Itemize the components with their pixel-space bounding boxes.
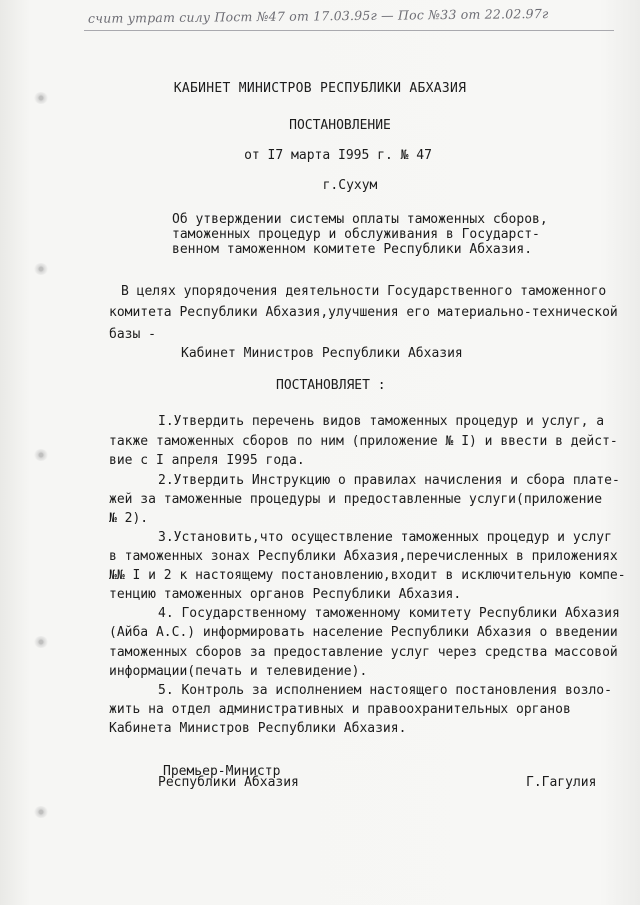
organization-title: КАБИНЕТ МИНИСТРОВ РЕСПУБЛИКИ АБХАЗИЯ xyxy=(173,81,467,96)
city: г.Сухум xyxy=(322,178,378,193)
item-5-line-1: 5. Контроль за исполнением настоящего постановления возло- xyxy=(158,683,612,698)
subject-line-3: венном таможенном комитете Республики Абхазия. xyxy=(172,242,533,257)
item-3-line-4: тенцию таможенных органов Республики Абхазия. xyxy=(109,587,462,602)
item-5-line-3: Кабинета Министров Республики Абхазия. xyxy=(109,721,407,736)
item-1-line-1: I.Утвердить перечень видов таможенных процедур и услуг, а xyxy=(158,414,605,429)
item-1-line-2: также таможенных сборов по ним (приложение № I) и ввести в дейст- xyxy=(109,434,618,449)
note-underline xyxy=(84,30,614,31)
item-4-line-3: таможенных сборов за предоставление услуг через средства массовой xyxy=(109,645,618,660)
item-4-line-4: информации(печать и телевидение). xyxy=(109,664,368,679)
signatory-title-line-2: Республики Абхазия xyxy=(158,775,299,790)
document-type: ПОСТАНОВЛЕНИЕ xyxy=(289,118,391,133)
preamble-line-3: базы - xyxy=(109,327,156,342)
item-3-line-1: 3.Установить,что осуществление таможенных процедур и услуг xyxy=(158,530,612,545)
preamble-line-2: комитета Республики Абхазия,улучшения его материально-технической xyxy=(109,305,618,320)
signatory-name: Г.Гагулия xyxy=(526,775,597,790)
item-5-line-2: жить на отдел административных и правоохранительных органов xyxy=(109,702,571,717)
item-1-line-3: вие с I апреля I995 года. xyxy=(109,453,305,468)
item-4-line-2: (Айба А.С.) информировать население Республики Абхазия о введении xyxy=(109,625,618,640)
item-3-line-3: №№ I и 2 к настоящему постановлению,входит в исключительную компе- xyxy=(109,568,626,583)
item-2-line-1: 2.Утвердить Инструкцию о правилах начисления и сбора плате- xyxy=(158,473,620,488)
decree-word: ПОСТАНОВЛЯЕТ : xyxy=(276,378,386,393)
item-2-line-2: жей за таможенные процедуры и предоставленные услуги(приложение xyxy=(109,492,603,507)
preamble-line-1: В целях упорядочения деятельности Государственного таможенного xyxy=(121,284,607,299)
item-3-line-2: в таможенных зонах Республики Абхазия,перечисленных в приложениях xyxy=(109,549,618,564)
date-number: от I7 марта I995 г. № 47 xyxy=(244,148,432,163)
item-4-line-1: 4. Государственному таможенному комитету Республики Абхазия xyxy=(158,606,620,621)
handwritten-note: счит утрат силу Пост №47 от 17.03.95г — Пос №33 от 22.02.97г xyxy=(87,6,549,26)
item-2-line-3: № 2). xyxy=(109,511,149,526)
issuer: Кабинет Министров Республики Абхазия xyxy=(181,346,463,361)
signatory-title-line-1: Премьер-Министр xyxy=(163,764,281,779)
subject-line-1: Об утверждении системы оплаты таможенных сборов, xyxy=(172,212,548,227)
subject-line-2: таможенных процедур и обслуживания в Государст- xyxy=(172,227,540,242)
